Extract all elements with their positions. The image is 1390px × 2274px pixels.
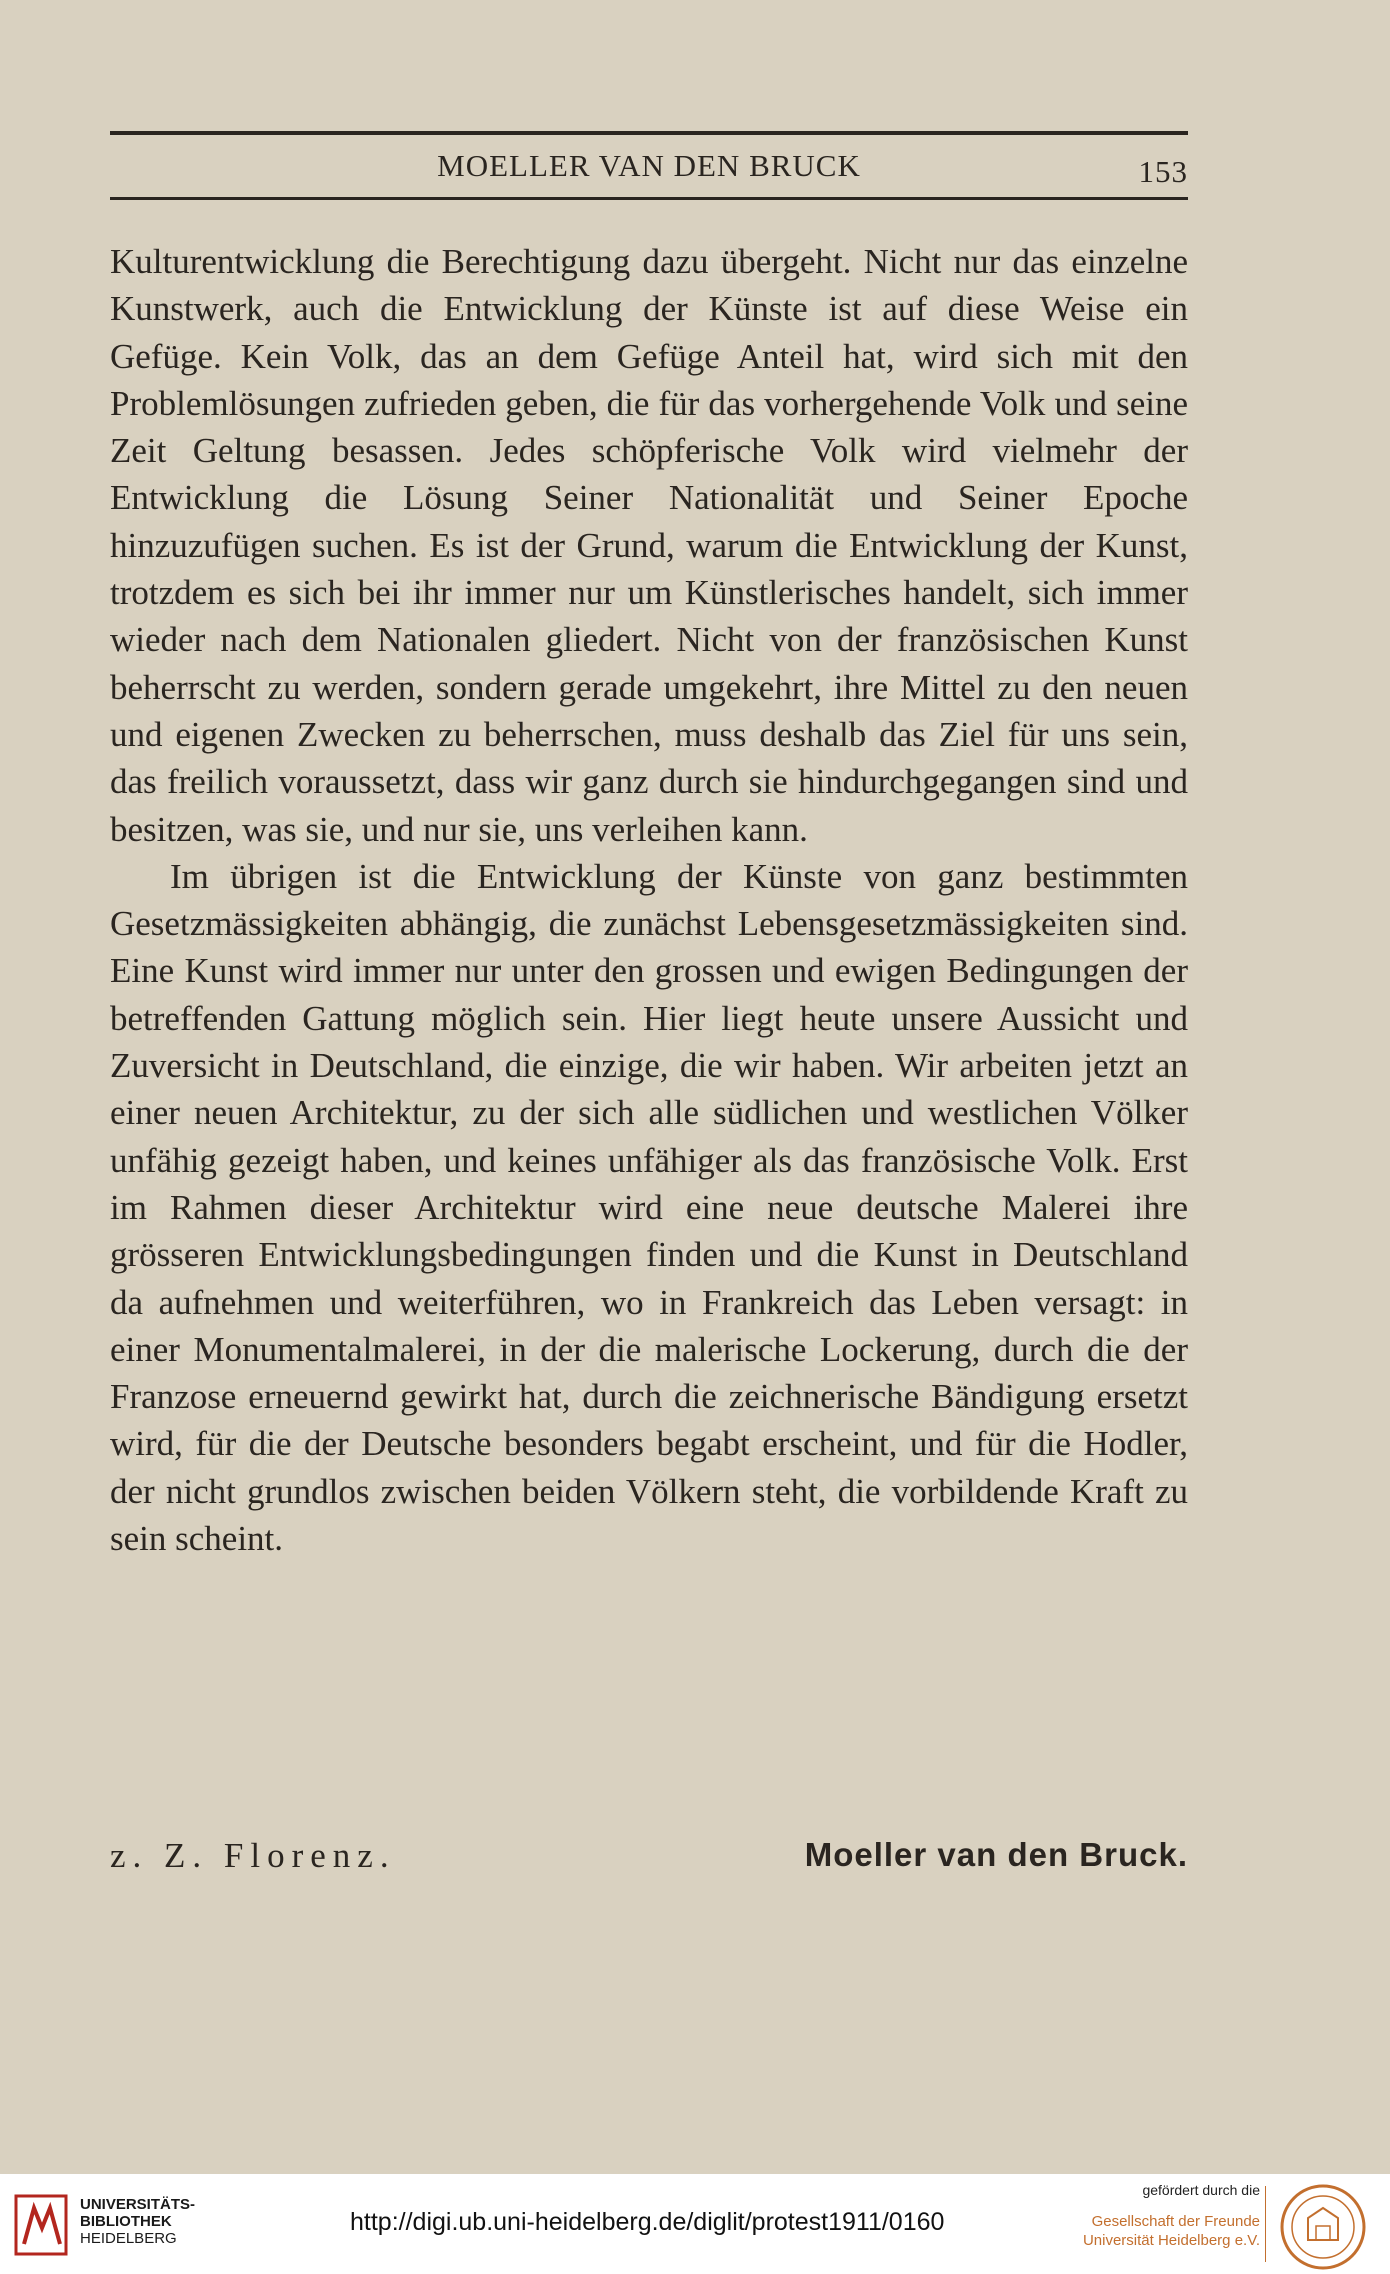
sponsor-divider: [1265, 2186, 1266, 2262]
sponsor-block: [1070, 2182, 1260, 2250]
running-head: [110, 142, 1188, 192]
university-seal-icon: [1278, 2182, 1368, 2272]
body-text: [110, 238, 1188, 1562]
paragraph: Kulturentwicklung die Berechtigung dazu übergeht. Nicht nur das einzelne Kunstwerk, auch die Entwicklung der Künste ist auf diese Weise ein Gefüge. Kein Volk, das an dem Gefüge Anteil hat, wird sich mit den Problemlösungen zufrieden geben, die für das vorhergehende Volk und seine Zeit Geltung besassen. Jedes schöpferische Volk wird vielmehr der Entwicklung die Lösung Seiner Nationalität und Seiner Epoche hinzuzufügen suchen. Es ist der Grund, warum die Entwicklung der Kunst, trotzdem es sich bei ihr immer nur um Künstlerisches handelt, sich immer wieder nach dem Nationalen gliedert. Nicht von der französischen Kunst beherrscht zu werden, sondern gerade umgekehrt, ihre Mittel zu den neuen und eigenen Zwecken zu beherrschen, muss deshalb das Ziel für uns sein, das freilich voraussetzt, dass wir ganz durch sie hindurchgegangen sind und besitzen, was sie, und nur sie, uns verleihen kann.: [110, 242, 1188, 849]
library-name-line: BIBLIOTHEK: [80, 2213, 172, 2230]
permalink-url[interactable]: http://digi.ub.uni-heidelberg.de/diglit/protest1911/0160: [350, 2208, 945, 2236]
running-title: MOELLER VAN DEN BRUCK: [437, 148, 861, 183]
header-bottom-rule: [110, 197, 1188, 200]
library-name-line: UNIVERSITÄTS-: [80, 2196, 196, 2213]
library-name-line: HEIDELBERG: [80, 2230, 177, 2247]
page-number: 153: [1138, 154, 1188, 189]
sponsor-intro: gefördert durch die: [1142, 2182, 1260, 2198]
library-name: [80, 2196, 195, 2247]
header-top-rule: [110, 131, 1188, 135]
signature-place: z. Z. Florenz.: [110, 1836, 396, 1875]
paragraph: Im übrigen ist die Entwicklung der Künste von ganz bestimmten Gesetzmässigkeiten abhängig, die zunächst Lebensgesetzmässigkeiten sind. Eine Kunst wird immer nur unter den grossen und ewigen Bedingungen der betreffenden Gattung möglich sein. Hier liegt heute unsere Aussicht und Zuversicht in Deutschland, die einzige, die wir haben. Wir arbeiten jetzt an einer neuen Architektur, zu der sich alle südlichen und westlichen Völker unfähig gezeigt haben, und keines unfähiger als das französische Volk. Erst im Rahmen dieser Architektur wird eine neue deutsche Malerei ihre grösseren Entwicklungsbedingungen finden und die Kunst in Deutschland da aufnehmen und weiterführen, wo in Frankreich das Leben versagt: in einer Monumentalmalerei, in der die malerische Lockerung, durch die der Franzose erneuernd gewirkt hat, durch die zeichnerische Bändigung ersetzt wird, für die der Deutsche besonders begabt erscheint, und für die Hodler, der nicht grundlos zwischen beiden Völkern steht, die vorbildende Kraft zu sein scheint.: [110, 856, 1188, 1559]
digitization-footer: [0, 2174, 1390, 2274]
signature-line: [110, 1836, 1188, 1886]
sponsor-name-line: Gesellschaft der Freunde: [1091, 2213, 1260, 2230]
library-logo-icon: [14, 2194, 70, 2256]
signature-author: Moeller van den Bruck.: [804, 1836, 1188, 1873]
sponsor-name-line: Universität Heidelberg e.V.: [1082, 2232, 1260, 2249]
